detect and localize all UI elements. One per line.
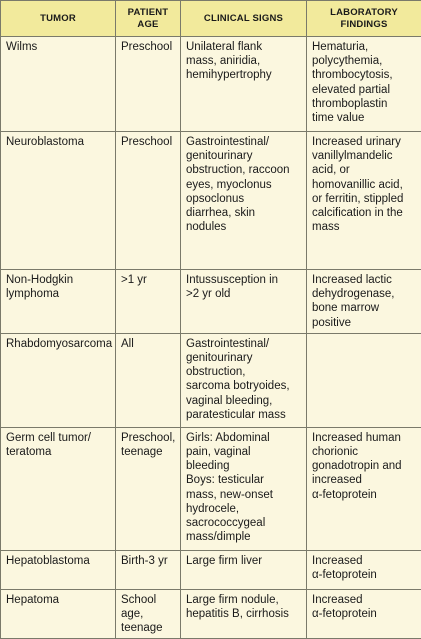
cell-patient-age: Preschool (116, 132, 181, 270)
cell-laboratory-findings (307, 333, 421, 427)
cell-patient-age: Birth-3 yr (116, 550, 181, 589)
header-row (1, 1, 421, 37)
cell-tumor: Non-Hodgkin lymphoma (1, 270, 116, 334)
cell-laboratory-findings: Increased α-fetoprotein (307, 589, 421, 639)
cell-patient-age: School age, teenage (116, 589, 181, 639)
table-row (1, 550, 421, 589)
cell-tumor: Neuroblastoma (1, 132, 116, 270)
table-row (1, 427, 421, 550)
cell-patient-age: Preschool, teenage (116, 427, 181, 550)
header-clinical-signs: CLINICAL SIGNS (181, 1, 307, 37)
cell-laboratory-findings: Increased human chorionic gonadotropin and increased α-fetoprotein (307, 427, 421, 550)
cell-tumor: Hepatoblastoma (1, 550, 116, 589)
cell-clinical-signs: Intussusception in >2 yr old (181, 270, 307, 334)
cell-clinical-signs: Gastrointestinal/ genitourinary obstruction, raccoon eyes, myoclonus opsoclonus diarrhea, skin nodules (181, 132, 307, 270)
cell-laboratory-findings: Increased urinary vanillylmandelic acid, or homovanillic acid, or ferritin, stippled calcification in the mass (307, 132, 421, 270)
header-patient-age: PATIENT AGE (116, 1, 181, 37)
table-row (1, 270, 421, 334)
cell-laboratory-findings: Hematuria, polycythemia, thrombocytosis, elevated partial thromboplastin time value (307, 37, 421, 132)
cell-laboratory-findings: Increased α-fetoprotein (307, 550, 421, 589)
table-row (1, 37, 421, 132)
cell-tumor: Wilms (1, 37, 116, 132)
cell-tumor: Hepatoma (1, 589, 116, 639)
table-row (1, 333, 421, 427)
header-laboratory-findings: LABORATORY FINDINGS (307, 1, 421, 37)
header-tumor: TUMOR (1, 1, 116, 37)
cell-clinical-signs: Unilateral flank mass, aniridia, hemihypertrophy (181, 37, 307, 132)
cell-clinical-signs: Large firm nodule, hepatitis B, cirrhosis (181, 589, 307, 639)
table-row (1, 589, 421, 639)
cell-laboratory-findings: Increased lactic dehydrogenase, bone marrow positive (307, 270, 421, 334)
cell-clinical-signs: Gastrointestinal/ genitourinary obstruction, sarcoma botryoides, vaginal bleeding, paratesticular mass (181, 333, 307, 427)
cell-tumor: Germ cell tumor/ teratoma (1, 427, 116, 550)
table-row (1, 132, 421, 270)
cell-clinical-signs: Girls: Abdominal pain, vaginal bleeding Boys: testicular mass, new-onset hydrocele, sacrococcygeal mass/dimple (181, 427, 307, 550)
cell-clinical-signs: Large firm liver (181, 550, 307, 589)
cell-patient-age: Preschool (116, 37, 181, 132)
cell-tumor: Rhabdomyosarcoma (1, 333, 116, 427)
cell-patient-age: >1 yr (116, 270, 181, 334)
cell-patient-age: All (116, 333, 181, 427)
